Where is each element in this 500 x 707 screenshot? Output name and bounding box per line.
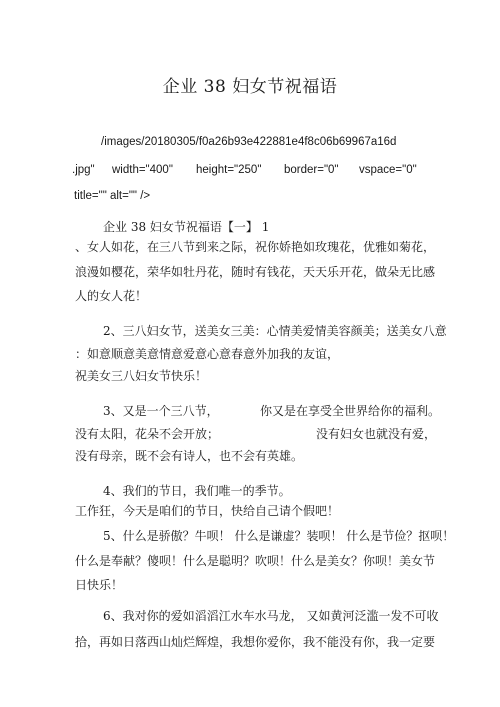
section-heading: 企业 38 妇女节祝福语【一】 1 [103, 220, 270, 234]
paragraph-4-line-1: 4、我们的节日，我们唯一的季节。 [103, 484, 291, 498]
img-attr-vspace: vspace="0" [359, 164, 417, 176]
paragraph-3-line-1b: 你又是在享受全世界给你的福利。 [260, 404, 441, 418]
paragraph-2-line-1: 2、三八妇女节，送美女三美：心情美爱情美容颜美；送美女八意 [103, 324, 447, 338]
paragraph-2-line-2: ：如意顺意美意情意爱意心意春意外加我的友谊， [75, 347, 340, 361]
paragraph-3-line-2b: 没有妇女也就没有爱， [316, 427, 437, 441]
paragraph-5-line-1: 5、什么是骄傲？牛呗！ 什么是谦虚？装呗！ 什么是节俭？抠呗！ [103, 529, 455, 543]
paragraph-2-line-3: 祝美女三八妇女节快乐！ [75, 369, 208, 383]
paragraph-1-line-3: 人的女人花！ [75, 289, 148, 303]
paragraph-4-line-2: 工作狂，今天是咱们的节日，快给自己请个假吧！ [75, 504, 340, 518]
paragraph-6-line-2: 拾，再如日落西山灿烂辉煌，我想你爱你，我不能没有你，我一定要 [75, 635, 436, 649]
img-attr-border: border="0" [284, 164, 339, 176]
paragraph-6-line-1: 6、我对你的爱如滔滔江水车水马龙， 又如黄河泛滥一发不可收 [103, 609, 439, 623]
img-attr-height: height="250" [196, 164, 262, 176]
img-attr-ext: .jpg" [72, 164, 95, 176]
paragraph-5-line-3: 日快乐！ [75, 578, 124, 592]
paragraph-1-line-2: 浪漫如樱花，荣华如牡丹花，随时有钱花，天天乐开花，做朵无比感 [75, 265, 436, 279]
paragraph-3-line-3: 没有母亲，既不会有诗人，也不会有英雄。 [75, 449, 304, 463]
img-path-line: /images/20180305/f0a26b93e422881e4f8c06b69967a16d [101, 136, 397, 148]
page-title: 企业 38 妇女节祝福语 [162, 77, 338, 97]
img-attr-title-alt: title="" alt="" /> [74, 190, 151, 202]
paragraph-1-line-1: 、女人如花，在三八节到来之际，祝你娇艳如玫瑰花，优雅如菊花， [75, 240, 436, 254]
paragraph-3-line-2a: 没有太阳，花朵不会开放； [75, 427, 220, 441]
img-attr-width: width="400" [112, 164, 173, 176]
paragraph-5-line-2: 什么是奉献？傻呗！什么是聪明？吹呗！什么是美女？你呗！美女节 [75, 554, 436, 568]
paragraph-3-line-1a: 3、又是一个三八节， [103, 404, 219, 418]
